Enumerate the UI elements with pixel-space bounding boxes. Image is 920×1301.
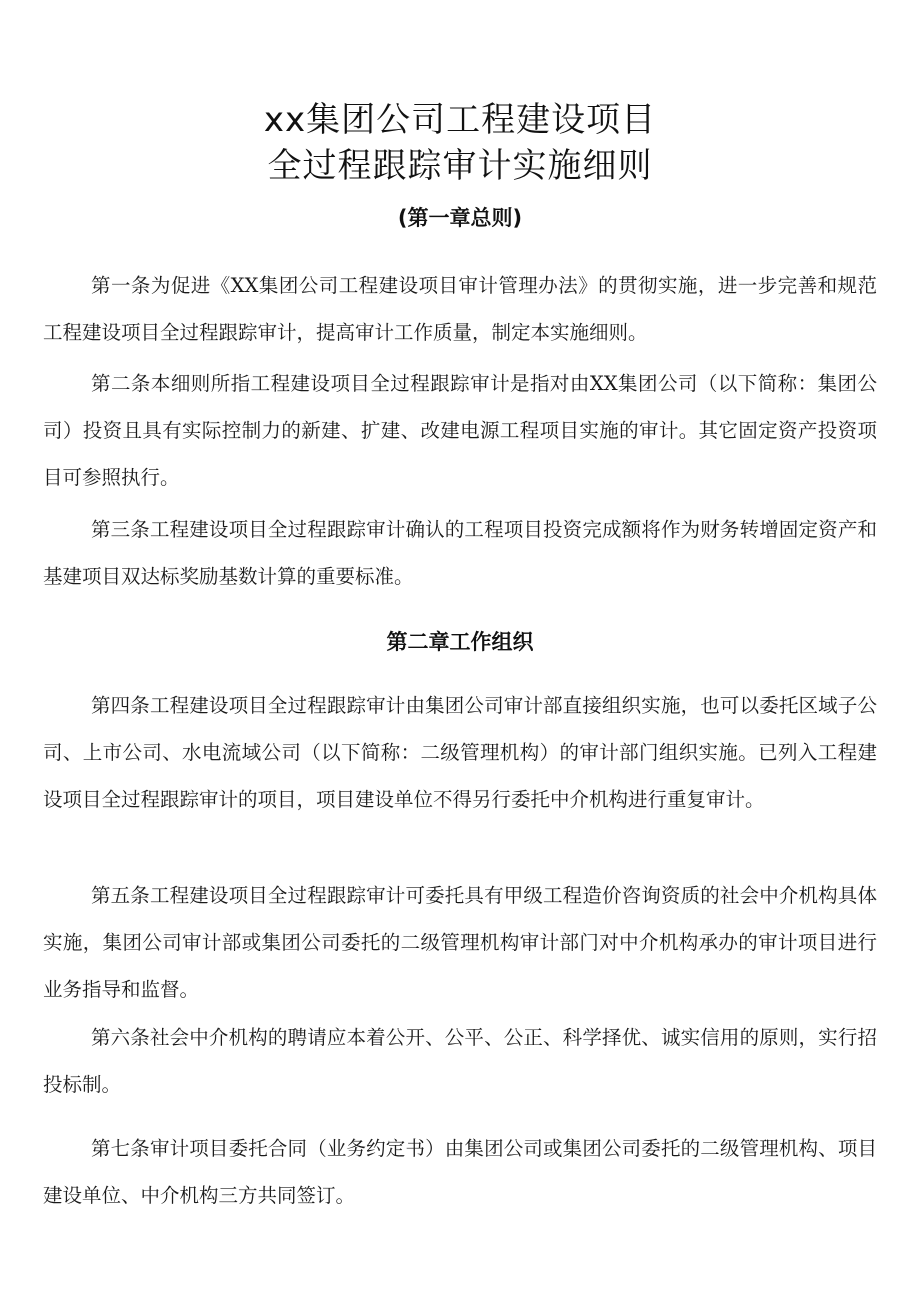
article-4-paragraph: 第四条工程建设项目全过程跟踪审计由集团公司审计部直接组织实施，也可以委托区域子公司、上市公司、水电流域公司（以下简称：二级管理机构）的审计部门组织实施。已列入工程建设项目全过程跟踪审计的项目，项目建设单位不得另行委托中介机构进行重复审计。 xyxy=(43,694,877,811)
chapter-2-heading: 第二章工作组织 xyxy=(386,630,534,654)
document-title-line-2: 全过程跟踪审计实施细则 xyxy=(267,146,653,186)
article-2-paragraph: 第二条本细则所指工程建设项目全过程跟踪审计是指对由XX集团公司（以下简称：集团公司）投资且具有实际控制力的新建、扩建、改建电源工程项目实施的审计。其它固定资产投资项目可参照执行。 xyxy=(43,372,877,489)
document-title-line-1: xx集团公司工程建设项目 xyxy=(263,100,657,140)
article-7-paragraph: 第七条审计项目委托合同（业务约定书）由集团公司或集团公司委托的二级管理机构、项目建设单位、中介机构三方共同签订。 xyxy=(43,1137,877,1207)
article-6-paragraph: 第六条社会中介机构的聘请应本着公开、公平、公正、科学择优、诚实信用的原则，实行招投标制。 xyxy=(43,1026,877,1096)
chapter-1-heading: (第一章总则) xyxy=(397,206,523,230)
article-5-paragraph: 第五条工程建设项目全过程跟踪审计可委托具有甲级工程造价咨询资质的社会中介机构具体实施，集团公司审计部或集团公司委托的二级管理机构审计部门对中介机构承办的审计项目进行业务指导和监督。 xyxy=(43,884,877,1001)
article-1-paragraph: 第一条为促进《XX集团公司工程建设项目审计管理办法》的贯彻实施，进一步完善和规范工程建设项目全过程跟踪审计，提高审计工作质量，制定本实施细则。 xyxy=(43,274,877,344)
article-3-paragraph: 第三条工程建设项目全过程跟踪审计确认的工程项目投资完成额将作为财务转增固定资产和基建项目双达标奖励基数计算的重要标准。 xyxy=(43,518,877,588)
